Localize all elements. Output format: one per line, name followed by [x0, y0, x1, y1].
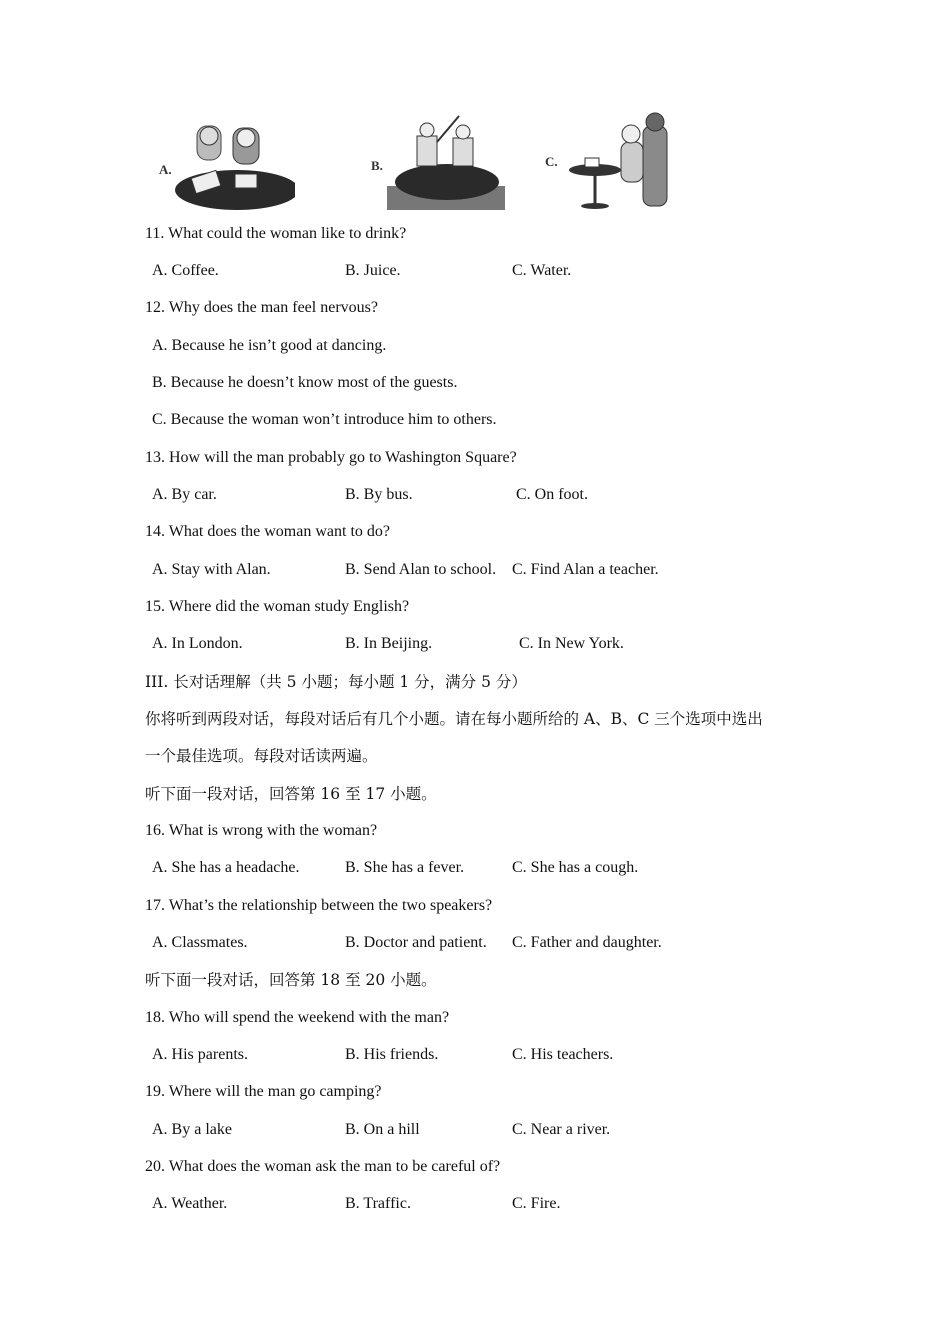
option-20-c: C. Fire. — [512, 1195, 561, 1212]
question-17: 17. What’s the relationship between the two speakers? — [145, 897, 493, 914]
picture-b — [367, 112, 507, 214]
question-11: 11. What could the woman like to drink? — [145, 225, 407, 242]
option-20-a: A. Weather. — [152, 1195, 228, 1212]
option-12-c: C. Because the woman won’t introduce him to others. — [152, 411, 497, 428]
question-19: 19. Where will the man go camping? — [145, 1083, 382, 1100]
option-14-a: A. Stay with Alan. — [152, 561, 271, 578]
picture-c — [537, 112, 675, 214]
option-15-c: C. In New York. — [519, 635, 624, 652]
option-14-c: C. Find Alan a teacher. — [512, 561, 659, 578]
option-17-b: B. Doctor and patient. — [345, 934, 487, 951]
option-14-b: B. Send Alan to school. — [345, 561, 497, 578]
option-16-a: A. She has a headache. — [152, 859, 300, 876]
picture-a — [145, 112, 295, 214]
question-18: 18. Who will spend the weekend with the man? — [145, 1009, 450, 1026]
option-16-c: C. She has a cough. — [512, 859, 639, 876]
question-13: 13. How will the man probably go to Washington Square? — [145, 449, 517, 466]
picture-a-label: A. — [159, 162, 172, 177]
question-15: 15. Where did the woman study English? — [145, 598, 410, 615]
option-11-b: B. Juice. — [345, 262, 401, 279]
option-15-b: B. In Beijing. — [345, 635, 433, 652]
section-3-instruction-line-1: 你将听到两段对话，每段对话后有几个小题。请在每小题所给的 A、B、C 三个选项中选出 — [145, 710, 763, 728]
option-13-a: A. By car. — [152, 486, 217, 503]
dialog-1-intro: 听下面一段对话，回答第 16 至 17 小题。 — [145, 785, 437, 803]
option-12-a: A. Because he isn’t good at dancing. — [152, 337, 387, 354]
section-3-instruction-line-2: 一个最佳选项。每段对话读两遍。 — [145, 747, 378, 765]
option-20-b: B. Traffic. — [345, 1195, 411, 1212]
option-18-b: B. His friends. — [345, 1046, 439, 1063]
option-18-a: A. His parents. — [152, 1046, 248, 1063]
option-15-a: A. In London. — [152, 635, 243, 652]
option-13-b: B. By bus. — [345, 486, 413, 503]
question-20: 20. What does the woman ask the man to be careful of? — [145, 1158, 501, 1175]
question-14: 14. What does the woman want to do? — [145, 523, 390, 540]
picture-options — [145, 112, 675, 214]
two-people-at-cafe-table-illustration — [537, 112, 675, 214]
option-17-c: C. Father and daughter. — [512, 934, 662, 951]
question-16: 16. What is wrong with the woman? — [145, 822, 378, 839]
two-people-fishing-illustration — [367, 112, 507, 214]
option-19-b: B. On a hill — [345, 1121, 420, 1138]
option-17-a: A. Classmates. — [152, 934, 248, 951]
option-11-c: C. Water. — [512, 262, 572, 279]
option-19-a: A. By a lake — [152, 1121, 232, 1138]
dialog-2-intro: 听下面一段对话，回答第 18 至 20 小题。 — [145, 971, 437, 989]
section-3-heading: III. 长对话理解（共 5 小题；每小题 1 分，满分 5 分） — [145, 673, 527, 691]
option-12-b: B. Because he doesn’t know most of the guests. — [152, 374, 458, 391]
question-12: 12. Why does the man feel nervous? — [145, 299, 378, 316]
option-16-b: B. She has a fever. — [345, 859, 465, 876]
picture-b-label: B. — [371, 158, 383, 173]
option-19-c: C. Near a river. — [512, 1121, 611, 1138]
option-11-a: A. Coffee. — [152, 262, 219, 279]
option-13-c: C. On foot. — [516, 486, 588, 503]
picture-c-label: C. — [545, 154, 558, 169]
option-18-c: C. His teachers. — [512, 1046, 614, 1063]
